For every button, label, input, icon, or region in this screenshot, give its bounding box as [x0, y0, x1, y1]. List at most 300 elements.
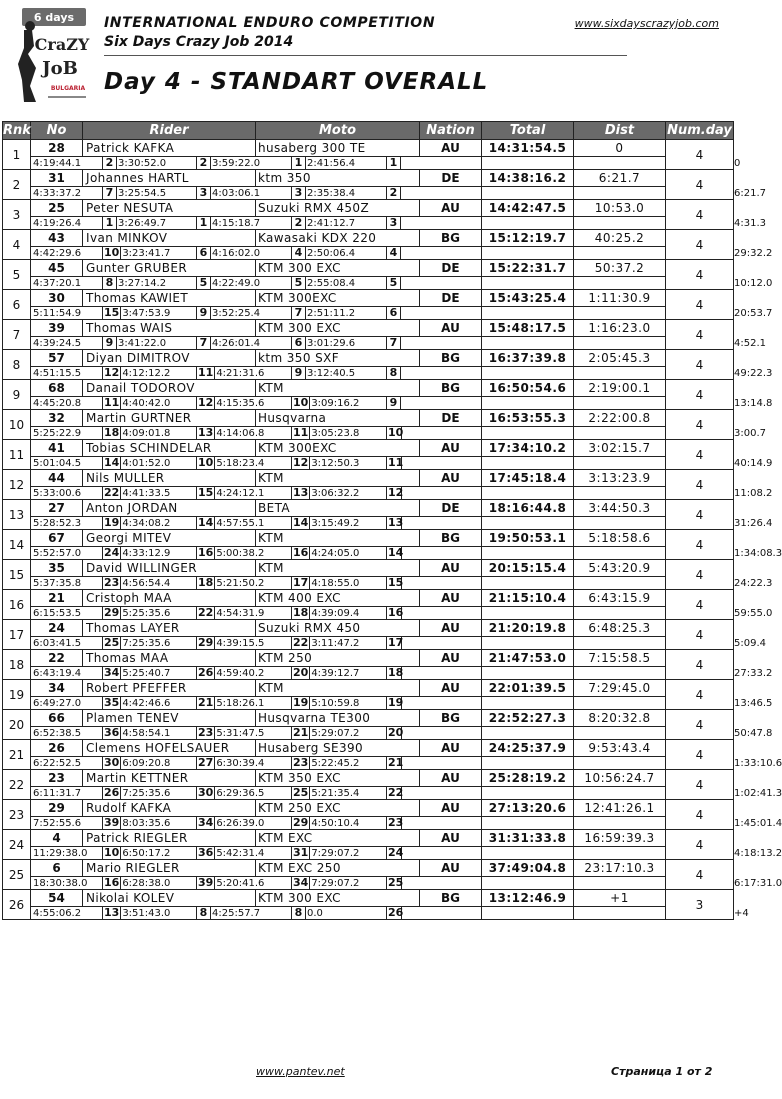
day3-time: 4:26:01.4 [212, 337, 261, 349]
day-splits [31, 697, 481, 709]
day4-time: 2:35:38.4 [307, 187, 356, 199]
day1-time: 6:49:27.0 [33, 697, 82, 709]
day4-position: 13 [293, 486, 309, 499]
day4-position: 18 [293, 606, 309, 619]
day2-split [102, 817, 196, 829]
day2-position: 22 [104, 486, 120, 499]
day3-split [196, 577, 291, 589]
bib-number-cell: 30 [31, 290, 83, 307]
day-splits [31, 397, 481, 409]
day4-time: 4:18:55.0 [311, 577, 360, 589]
day1-split [31, 337, 102, 349]
day2-split [102, 907, 196, 919]
rank-cell: 3 [3, 200, 31, 230]
day4-position: 19 [293, 696, 309, 709]
day-splits [31, 247, 481, 259]
total-time-cell: 16:37:39.8 [482, 350, 574, 367]
day3-position: 1 [196, 217, 211, 229]
day4-position: 17 [293, 576, 309, 589]
day2-split [102, 367, 196, 379]
competition-title: INTERNATIONAL ENDURO COMPETITION [104, 15, 436, 31]
day2-position: 14 [104, 456, 120, 469]
blank-cell [574, 307, 666, 320]
page-number: Страница 1 от 2 [611, 1065, 713, 1078]
overall-position-value: 24 [388, 846, 404, 859]
day2-split [102, 307, 196, 319]
table-subrow: 6:43:19.4 34 5:25:40.7 26 4:59:40.2 20 4:39:12.7 18 27:33.2 [3, 667, 734, 680]
day4-split [291, 277, 386, 289]
day4-split [291, 577, 386, 589]
overall-position-value: 20 [388, 726, 404, 739]
table-row [3, 230, 734, 247]
num-days-cell: 4 [666, 350, 734, 380]
overall-position-value: 1 [386, 157, 401, 169]
day-splits-cell [31, 817, 482, 830]
day2-split [102, 757, 196, 769]
day3-time: 4:03:06.1 [212, 187, 261, 199]
day1-split [31, 397, 102, 409]
rank-cell: 21 [3, 740, 31, 770]
table-row [3, 680, 734, 697]
day2-split [102, 217, 196, 229]
day2-split [102, 487, 196, 499]
gap-cell: 9:53:43.4 [574, 740, 666, 757]
table-subrow: 6:15:53.5 29 5:25:35.6 22 4:54:31.9 18 4:39:09.4 16 59:55.0 [3, 607, 734, 620]
total-time-cell: 16:50:54.6 [482, 380, 574, 397]
day2-split [102, 877, 196, 889]
bib-number-cell: 66 [31, 710, 83, 727]
day3-time: 5:18:23.4 [216, 457, 265, 469]
rider-name-cell: Thomas MAA [83, 650, 256, 667]
rank-cell: 12 [3, 470, 31, 500]
day2-position: 35 [104, 696, 120, 709]
table-row [3, 830, 734, 847]
day2-position: 2 [102, 157, 117, 169]
day4-time: 3:01:29.6 [307, 337, 356, 349]
blank-cell [482, 397, 574, 410]
day1-time: 6:11:31.7 [33, 787, 82, 799]
day2-split [102, 667, 196, 679]
day4-position: 12 [293, 456, 309, 469]
rank-cell: 10 [3, 410, 31, 440]
total-time-cell: 17:34:10.2 [482, 440, 574, 457]
day2-position: 23 [104, 576, 120, 589]
day1-time: 4:33:37.2 [33, 187, 82, 199]
day1-time: 6:22:52.5 [33, 757, 82, 769]
moto-cell: KTM 300 EXC [256, 890, 420, 907]
day4-position: 2 [291, 217, 306, 229]
blank-cell [574, 817, 666, 830]
table-subrow: 5:25:22.9 18 4:09:01.8 13 4:14:06.8 11 3:05:23.8 10 3:00.7 [3, 427, 734, 440]
rank-cell: 11 [3, 440, 31, 470]
day2-split [102, 277, 196, 289]
bib-number-cell: 68 [31, 380, 83, 397]
website-link[interactable]: www.sixdayscrazyjob.com [574, 17, 719, 30]
table-row [3, 290, 734, 307]
moto-cell: ktm 350 [256, 170, 420, 187]
day3-position: 13 [198, 426, 214, 439]
day-splits [31, 457, 481, 469]
day1-split [31, 577, 102, 589]
gap-cell: 6:48:25.3 [574, 620, 666, 637]
gap-cell: 50:37.2 [574, 260, 666, 277]
day3-split [196, 217, 291, 229]
day4-time: 3:15:49.2 [311, 517, 360, 529]
bib-number-cell: 67 [31, 530, 83, 547]
day-splits [31, 517, 481, 529]
day1-split [31, 277, 102, 289]
day1-time: 6:43:19.4 [33, 667, 82, 679]
total-time-cell: 18:16:44.8 [482, 500, 574, 517]
rank-cell: 17 [3, 620, 31, 650]
total-time-cell: 14:38:16.2 [482, 170, 574, 187]
total-time-cell: 31:31:33.8 [482, 830, 574, 847]
rank-cell: 26 [3, 890, 31, 920]
day2-split [102, 157, 196, 169]
blank-cell [482, 577, 574, 590]
day4-split [291, 697, 386, 709]
num-days-cell: 4 [666, 740, 734, 770]
day4-split [291, 667, 386, 679]
col-header-no: No [31, 122, 83, 140]
day3-split [196, 397, 291, 409]
day3-position: 22 [198, 606, 214, 619]
total-time-cell: 13:12:46.9 [482, 890, 574, 907]
day-splits-cell [31, 847, 482, 860]
day1-split [31, 157, 102, 169]
blank-cell [574, 337, 666, 350]
table-subrow: 5:33:00.6 22 4:41:33.5 15 4:24:12.1 13 3:06:32.2 12 11:08.2 [3, 487, 734, 500]
overall-position-value: 19 [388, 696, 404, 709]
day4-position: 3 [291, 187, 306, 199]
overall-position-value: 15 [388, 576, 404, 589]
day1-time: 5:28:52.3 [33, 517, 82, 529]
event-subtitle: Six Days Crazy Job 2014 [104, 34, 294, 50]
day3-split [196, 817, 291, 829]
day-splits [31, 877, 481, 889]
nation-cell: DE [420, 500, 482, 517]
overall-position [386, 457, 402, 469]
total-time-cell: 37:49:04.8 [482, 860, 574, 877]
day-splits-cell [31, 877, 482, 890]
day3-position: 21 [198, 696, 214, 709]
day4-position: 10 [293, 396, 309, 409]
col-header-rnk: Rnk [3, 123, 31, 138]
table-row [3, 890, 734, 907]
blank-cell [482, 337, 574, 350]
day2-time: 4:40:42.0 [122, 397, 171, 409]
table-subrow: 4:45:20.8 11 4:40:42.0 12 4:15:35.6 10 3:09:16.2 9 13:14.8 [3, 397, 734, 410]
col-header-total: Total [482, 122, 574, 140]
overall-position-value: 12 [388, 486, 404, 499]
day2-split [102, 187, 196, 199]
table-subrow: 4:42:29.6 10 3:23:41.7 6 4:16:02.0 4 2:50:06.4 4 29:32.2 [3, 247, 734, 260]
day4-position: 22 [293, 636, 309, 649]
day2-split [102, 847, 196, 859]
moto-cell: KTM [256, 380, 420, 397]
gap-cell: 7:29:45.0 [574, 680, 666, 697]
rank-cell: 15 [3, 560, 31, 590]
footer-link[interactable]: www.pantev.net [256, 1065, 345, 1078]
rider-name-cell: Clemens HOFELSAUER [83, 740, 256, 757]
day2-time: 3:51:43.0 [122, 907, 171, 919]
day1-time: 4:55:06.2 [33, 907, 82, 919]
table-subrow: 6:03:41.5 25 7:25:35.6 29 4:39:15.5 22 3:11:47.2 17 5:09.4 [3, 637, 734, 650]
day4-split [291, 457, 386, 469]
day-splits [31, 817, 481, 829]
day1-time: 5:25:22.9 [33, 427, 82, 439]
svg-text:CraZY: CraZY [34, 35, 90, 54]
table-row [3, 140, 734, 157]
day1-time: 4:42:29.6 [33, 247, 82, 259]
day1-split [31, 877, 102, 889]
day2-time: 3:26:49.7 [118, 217, 167, 229]
day-splits-cell [31, 757, 482, 770]
nation-cell: BG [420, 380, 482, 397]
rider-name-cell: Danail TODOROV [83, 380, 256, 397]
num-days-cell: 4 [666, 140, 734, 170]
total-time-cell: 21:15:10.4 [482, 590, 574, 607]
day1-split [31, 517, 102, 529]
rider-name-cell: Tobias SCHINDELAR [83, 440, 256, 457]
num-days-cell: 4 [666, 230, 734, 260]
day2-split [102, 397, 196, 409]
bib-number-cell: 57 [31, 350, 83, 367]
table-row [3, 710, 734, 727]
day2-position: 15 [104, 306, 120, 319]
nation-cell: AU [420, 800, 482, 817]
nation-cell: AU [420, 830, 482, 847]
blank-cell [482, 817, 574, 830]
day3-position: 10 [198, 456, 214, 469]
day1-split [31, 697, 102, 709]
bib-number-cell: 26 [31, 740, 83, 757]
day2-split [102, 637, 196, 649]
total-time-cell: 24:25:37.9 [482, 740, 574, 757]
rank-cell: 9 [3, 380, 31, 410]
day3-time: 4:54:31.9 [216, 607, 265, 619]
day4-time: 0.0 [307, 907, 323, 919]
table-subrow: 5:28:52.3 19 4:34:08.2 14 4:57:55.1 14 3:15:49.2 13 31:26.4 [3, 517, 734, 530]
day3-time: 4:25:57.7 [212, 907, 261, 919]
day3-position: 27 [198, 756, 214, 769]
blank-cell [482, 367, 574, 380]
rank-cell: 16 [3, 590, 31, 620]
moto-cell: Husaberg SE390 [256, 740, 420, 757]
overall-position [386, 517, 402, 529]
day2-time: 6:28:38.0 [122, 877, 171, 889]
day4-split [291, 307, 386, 319]
gap-cell: 6:21.7 [574, 170, 666, 187]
day4-split [291, 637, 386, 649]
total-time-cell: 14:31:54.5 [482, 140, 574, 157]
day3-split [196, 427, 291, 439]
day2-time: 4:56:54.4 [122, 577, 171, 589]
moto-cell: KTM [256, 530, 420, 547]
overall-position [386, 697, 402, 709]
overall-position-value: 16 [388, 606, 404, 619]
overall-position [386, 817, 402, 829]
day3-time: 6:29:36.5 [216, 787, 265, 799]
day1-split [31, 217, 102, 229]
overall-position-value: 11 [388, 456, 404, 469]
overall-position [386, 787, 402, 799]
day4-split [291, 367, 386, 379]
day1-split [31, 247, 102, 259]
day3-position: 18 [198, 576, 214, 589]
day-splits-cell [31, 727, 482, 740]
day-splits-cell [31, 457, 482, 470]
day4-split [291, 487, 386, 499]
num-days-cell: 4 [666, 800, 734, 830]
gap-cell: 23:17:10.3 [574, 860, 666, 877]
day-splits-cell [31, 907, 482, 920]
blank-cell [574, 247, 666, 260]
day1-split [31, 847, 102, 859]
day-splits-cell [31, 787, 482, 800]
day-splits-cell [31, 427, 482, 440]
gap-cell: 3:44:50.3 [574, 500, 666, 517]
svg-text:6 days: 6 days [33, 11, 75, 24]
day-splits-cell [31, 607, 482, 620]
table-subrow: 6:11:31.7 26 7:25:35.6 30 6:29:36.5 25 5:21:35.4 22 1:02:41.3 [3, 787, 734, 800]
day-splits-cell [31, 217, 482, 230]
nation-cell: BG [420, 710, 482, 727]
nation-cell: AU [420, 770, 482, 787]
gap-cell: 3:02:15.7 [574, 440, 666, 457]
table-subrow: 5:01:04.5 14 4:01:52.0 10 5:18:23.4 12 3:12:50.3 11 40:14.9 [3, 457, 734, 470]
overall-position [386, 187, 402, 199]
day3-split [196, 637, 291, 649]
table-subrow: 11:29:38.0 10 6:50:17.2 36 5:42:31.4 31 7:29:07.2 24 4:18:13.2 [3, 847, 734, 860]
gap-cell: 1:11:30.9 [574, 290, 666, 307]
num-days-cell: 4 [666, 620, 734, 650]
day2-split [102, 727, 196, 739]
day2-position: 16 [104, 876, 120, 889]
table-row [3, 380, 734, 397]
day1-time: 5:37:35.8 [33, 577, 82, 589]
day2-split [102, 427, 196, 439]
overall-position [386, 157, 402, 169]
day1-split [31, 817, 102, 829]
overall-position [386, 667, 402, 679]
day1-time: 4:37:20.1 [33, 277, 82, 289]
blank-cell [574, 397, 666, 410]
bib-number-cell: 34 [31, 680, 83, 697]
day-splits-cell [31, 337, 482, 350]
day2-time: 4:42:46.6 [122, 697, 171, 709]
blank-cell [574, 847, 666, 860]
blank-cell [574, 427, 666, 440]
table-subrow: 4:19:44.1 2 3:30:52.0 2 3:59:22.0 1 2:41:56.4 1 0 [3, 157, 734, 170]
day4-position: 1 [291, 157, 306, 169]
total-time-cell: 25:28:19.2 [482, 770, 574, 787]
day3-split [196, 337, 291, 349]
moto-cell: Kawasaki KDX 220 [256, 230, 420, 247]
blank-cell [482, 847, 574, 860]
total-time-cell: 21:20:19.8 [482, 620, 574, 637]
day4-position: 9 [291, 367, 306, 379]
overall-position-value: 17 [388, 636, 404, 649]
day1-time: 5:11:54.9 [33, 307, 82, 319]
day4-time: 2:41:12.7 [307, 217, 356, 229]
bib-number-cell: 43 [31, 230, 83, 247]
day3-split [196, 277, 291, 289]
overall-position [386, 877, 402, 889]
total-time-cell: 15:12:19.7 [482, 230, 574, 247]
day4-split [291, 847, 386, 859]
day1-time: 11:29:38.0 [33, 847, 88, 859]
day2-time: 3:41:22.0 [118, 337, 167, 349]
overall-position-value: 13 [388, 516, 404, 529]
table-subrow: 4:55:06.2 13 3:51:43.0 8 4:25:57.7 8 0.0 26 +4 [3, 907, 734, 920]
blank-cell [482, 607, 574, 620]
day4-split [291, 517, 386, 529]
moto-cell: KTM [256, 470, 420, 487]
table-subrow: 7:52:55.6 39 8:03:35.6 34 6:26:39.0 29 4:50:10.4 23 1:45:01.4 [3, 817, 734, 830]
day-splits-cell [31, 277, 482, 290]
day1-time: 4:19:26.4 [33, 217, 82, 229]
col-header-nation: Nation [420, 122, 482, 140]
nation-cell: BG [420, 350, 482, 367]
gap-cell: 10:56:24.7 [574, 770, 666, 787]
moto-cell: Suzuki RMX 450Z [256, 200, 420, 217]
moto-cell: KTM 400 EXC [256, 590, 420, 607]
bib-number-cell: 27 [31, 500, 83, 517]
num-days-cell: 4 [666, 560, 734, 590]
num-days-cell: 4 [666, 530, 734, 560]
day-splits [31, 637, 481, 649]
day1-time: 6:52:38.5 [33, 727, 82, 739]
day-splits-cell [31, 367, 482, 380]
day3-time: 5:00:38.2 [216, 547, 265, 559]
day-splits [31, 157, 481, 169]
bib-number-cell: 54 [31, 890, 83, 907]
day3-time: 6:26:39.0 [216, 817, 265, 829]
moto-cell: KTM 300 EXC [256, 260, 420, 277]
table-subrow: 5:37:35.8 23 4:56:54.4 18 5:21:50.2 17 4:18:55.0 15 24:22.3 [3, 577, 734, 590]
table-row [3, 260, 734, 277]
num-days-cell: 4 [666, 830, 734, 860]
day2-time: 3:30:52.0 [118, 157, 167, 169]
day3-split [196, 457, 291, 469]
day3-time: 4:24:12.1 [216, 487, 265, 499]
blank-cell [482, 217, 574, 230]
nation-cell: AU [420, 470, 482, 487]
moto-cell: KTM 300EXC [256, 440, 420, 457]
day3-split [196, 787, 291, 799]
rank-cell: 6 [3, 290, 31, 320]
rider-name-cell: Ivan MINKOV [83, 230, 256, 247]
day2-time: 3:27:14.2 [118, 277, 167, 289]
day2-position: 29 [104, 606, 120, 619]
blank-cell [482, 307, 574, 320]
overall-position [386, 637, 402, 649]
bib-number-cell: 45 [31, 260, 83, 277]
gap-cell: 2:22:00.8 [574, 410, 666, 427]
blank-cell [574, 637, 666, 650]
day2-position: 24 [104, 546, 120, 559]
num-days-cell: 3 [666, 890, 734, 920]
table-subrow: 4:37:20.1 8 3:27:14.2 5 4:22:49.0 5 2:55:08.4 5 10:12.0 [3, 277, 734, 290]
day3-position: 36 [198, 846, 214, 859]
day3-position: 14 [198, 516, 214, 529]
day4-position: 6 [291, 337, 306, 349]
day4-position: 21 [293, 726, 309, 739]
rank-cell: 1 [3, 140, 31, 170]
day3-split [196, 907, 291, 919]
table-row [3, 350, 734, 367]
